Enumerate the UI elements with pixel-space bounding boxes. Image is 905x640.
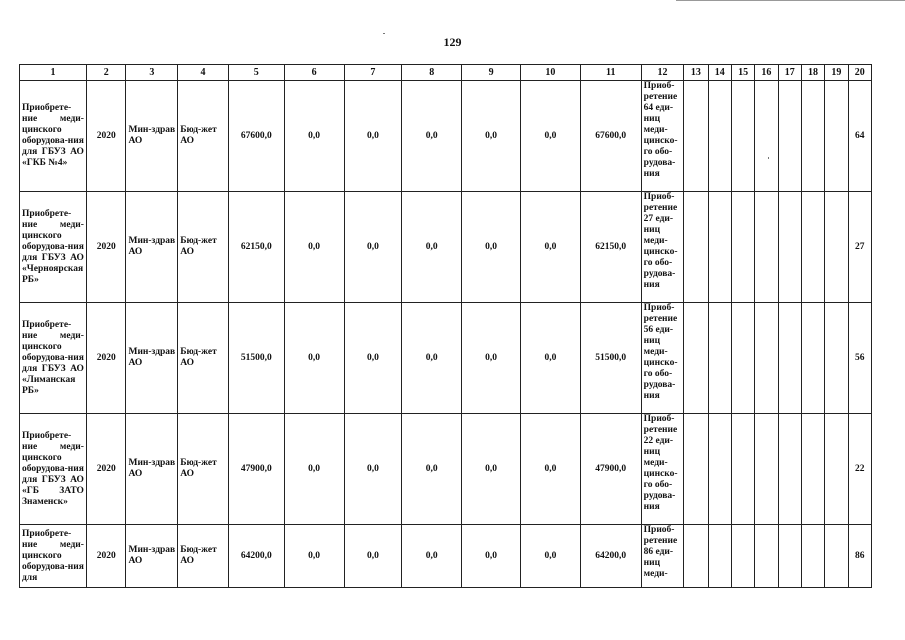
value-cell: 0,0 [520, 525, 580, 588]
total-cell: 64200,0 [228, 525, 284, 588]
indicator-cell: 64 [848, 81, 871, 192]
value-cell: 0,0 [462, 525, 521, 588]
empty-cell [708, 303, 731, 414]
table-row [20, 525, 872, 588]
value-cell: 0,0 [462, 303, 521, 414]
empty-cell [825, 81, 848, 192]
value-cell: 0,0 [520, 303, 580, 414]
value-cell: 0,0 [344, 303, 402, 414]
value-cell: 51500,0 [580, 303, 641, 414]
header-row [20, 65, 872, 81]
indicator-cell: 27 [848, 192, 871, 303]
value-cell: 62150,0 [580, 192, 641, 303]
empty-cell [708, 81, 731, 192]
measure-name: Приобрете-ние меди-цинского оборудова-ния для ГБУЗ АО «Черноярская РБ» [20, 192, 87, 303]
executor-cell: Мин-здрав АО [126, 525, 178, 588]
value-cell: 0,0 [284, 303, 344, 414]
page-number: 129 [443, 35, 462, 49]
empty-cell [755, 81, 778, 192]
source-cell: Бюд-жет АО [178, 525, 229, 588]
budget-table [19, 64, 872, 588]
empty-cell [731, 192, 754, 303]
column-header: 5 [228, 65, 284, 81]
result-cell: Приоб-ретение 64 еди-ниц меди-цинско-го обо-рудова-ния [641, 81, 684, 192]
indicator-cell: 86 [848, 525, 871, 588]
empty-cell [825, 192, 848, 303]
empty-cell [778, 525, 801, 588]
year-cell: 2020 [86, 303, 126, 414]
value-cell: 67600,0 [580, 81, 641, 192]
year-cell: 2020 [86, 525, 126, 588]
column-header: 14 [708, 65, 731, 81]
scan-mark [676, 0, 905, 1]
indicator-cell: 56 [848, 303, 871, 414]
executor-cell: Мин-здрав АО [126, 303, 178, 414]
empty-cell [778, 81, 801, 192]
value-cell: 0,0 [520, 81, 580, 192]
value-cell: 0,0 [344, 81, 402, 192]
year-cell: 2020 [86, 414, 126, 525]
empty-cell [778, 303, 801, 414]
empty-cell [731, 525, 754, 588]
value-cell: 0,0 [284, 192, 344, 303]
empty-cell [684, 525, 708, 588]
source-cell: Бюд-жет АО [178, 414, 229, 525]
scan-mark [383, 33, 385, 34]
value-cell: 0,0 [520, 414, 580, 525]
total-cell: 47900,0 [228, 414, 284, 525]
column-header: 15 [731, 65, 754, 81]
column-header: 1 [20, 65, 87, 81]
value-cell: 0,0 [402, 81, 462, 192]
value-cell: 0,0 [520, 192, 580, 303]
value-cell: 0,0 [344, 525, 402, 588]
indicator-cell: 22 [848, 414, 871, 525]
empty-cell [825, 414, 848, 525]
value-cell: 0,0 [402, 414, 462, 525]
column-header: 13 [684, 65, 708, 81]
column-header: 8 [402, 65, 462, 81]
empty-cell [731, 414, 754, 525]
value-cell: 64200,0 [580, 525, 641, 588]
empty-cell [825, 525, 848, 588]
empty-cell [755, 525, 778, 588]
empty-cell [755, 192, 778, 303]
executor-cell: Мин-здрав АО [126, 192, 178, 303]
empty-cell [801, 414, 824, 525]
empty-cell [801, 525, 824, 588]
year-cell: 2020 [86, 81, 126, 192]
empty-cell [801, 81, 824, 192]
value-cell: 0,0 [284, 414, 344, 525]
empty-cell [731, 81, 754, 192]
measure-name: Приобрете-ние меди-цинского оборудова-ния для ГБУЗ АО «Лиманская РБ» [20, 303, 87, 414]
table-row [20, 81, 872, 192]
executor-cell: Мин-здрав АО [126, 81, 178, 192]
measure-name: Приобрете-ние меди-цинского оборудова-ния для ГБУЗ АО «ГБ ЗАТО Знаменск» [20, 414, 87, 525]
table-row [20, 192, 872, 303]
table-row [20, 414, 872, 525]
table-row [20, 303, 872, 414]
empty-cell [778, 414, 801, 525]
column-header: 11 [580, 65, 641, 81]
column-header: 12 [641, 65, 684, 81]
empty-cell [708, 192, 731, 303]
total-cell: 51500,0 [228, 303, 284, 414]
source-cell: Бюд-жет АО [178, 303, 229, 414]
empty-cell [825, 303, 848, 414]
column-header: 18 [801, 65, 824, 81]
column-header: 2 [86, 65, 126, 81]
empty-cell [801, 303, 824, 414]
value-cell: 0,0 [284, 525, 344, 588]
empty-cell [778, 192, 801, 303]
column-header: 3 [126, 65, 178, 81]
empty-cell [801, 192, 824, 303]
measure-name: Приобрете-ние меди-цинского оборудова-ния для ГБУЗ АО «ГКБ №4» [20, 81, 87, 192]
executor-cell: Мин-здрав АО [126, 414, 178, 525]
column-header: 17 [778, 65, 801, 81]
value-cell: 47900,0 [580, 414, 641, 525]
empty-cell [684, 303, 708, 414]
value-cell: 0,0 [344, 192, 402, 303]
empty-cell [684, 192, 708, 303]
empty-cell [755, 414, 778, 525]
column-header: 4 [178, 65, 229, 81]
measure-name: Приобрете-ние меди-цинского оборудова-ния для [20, 525, 87, 588]
source-cell: Бюд-жет АО [178, 192, 229, 303]
value-cell: 0,0 [402, 525, 462, 588]
year-cell: 2020 [86, 192, 126, 303]
empty-cell [684, 81, 708, 192]
value-cell: 0,0 [284, 81, 344, 192]
result-cell: Приоб-ретение 27 еди-ниц меди-цинско-го обо-рудова-ния [641, 192, 684, 303]
total-cell: 67600,0 [228, 81, 284, 192]
empty-cell [755, 303, 778, 414]
result-cell: Приоб-ретение 56 еди-ниц меди-цинско-го обо-рудова-ния [641, 303, 684, 414]
empty-cell [731, 303, 754, 414]
column-header: 9 [462, 65, 521, 81]
empty-cell [684, 414, 708, 525]
value-cell: 0,0 [462, 192, 521, 303]
column-header: 20 [848, 65, 871, 81]
empty-cell [708, 525, 731, 588]
source-cell: Бюд-жет АО [178, 81, 229, 192]
total-cell: 62150,0 [228, 192, 284, 303]
value-cell: 0,0 [462, 414, 521, 525]
value-cell: 0,0 [344, 414, 402, 525]
column-header: 19 [825, 65, 848, 81]
value-cell: 0,0 [402, 303, 462, 414]
result-cell: Приоб-ретение 86 еди-ниц меди- [641, 525, 684, 588]
result-cell: Приоб-ретение 22 еди-ниц меди-цинско-го обо-рудова-ния [641, 414, 684, 525]
empty-cell [708, 414, 731, 525]
column-header: 16 [755, 65, 778, 81]
value-cell: 0,0 [402, 192, 462, 303]
column-header: 6 [284, 65, 344, 81]
value-cell: 0,0 [462, 81, 521, 192]
column-header: 7 [344, 65, 402, 81]
column-header: 10 [520, 65, 580, 81]
